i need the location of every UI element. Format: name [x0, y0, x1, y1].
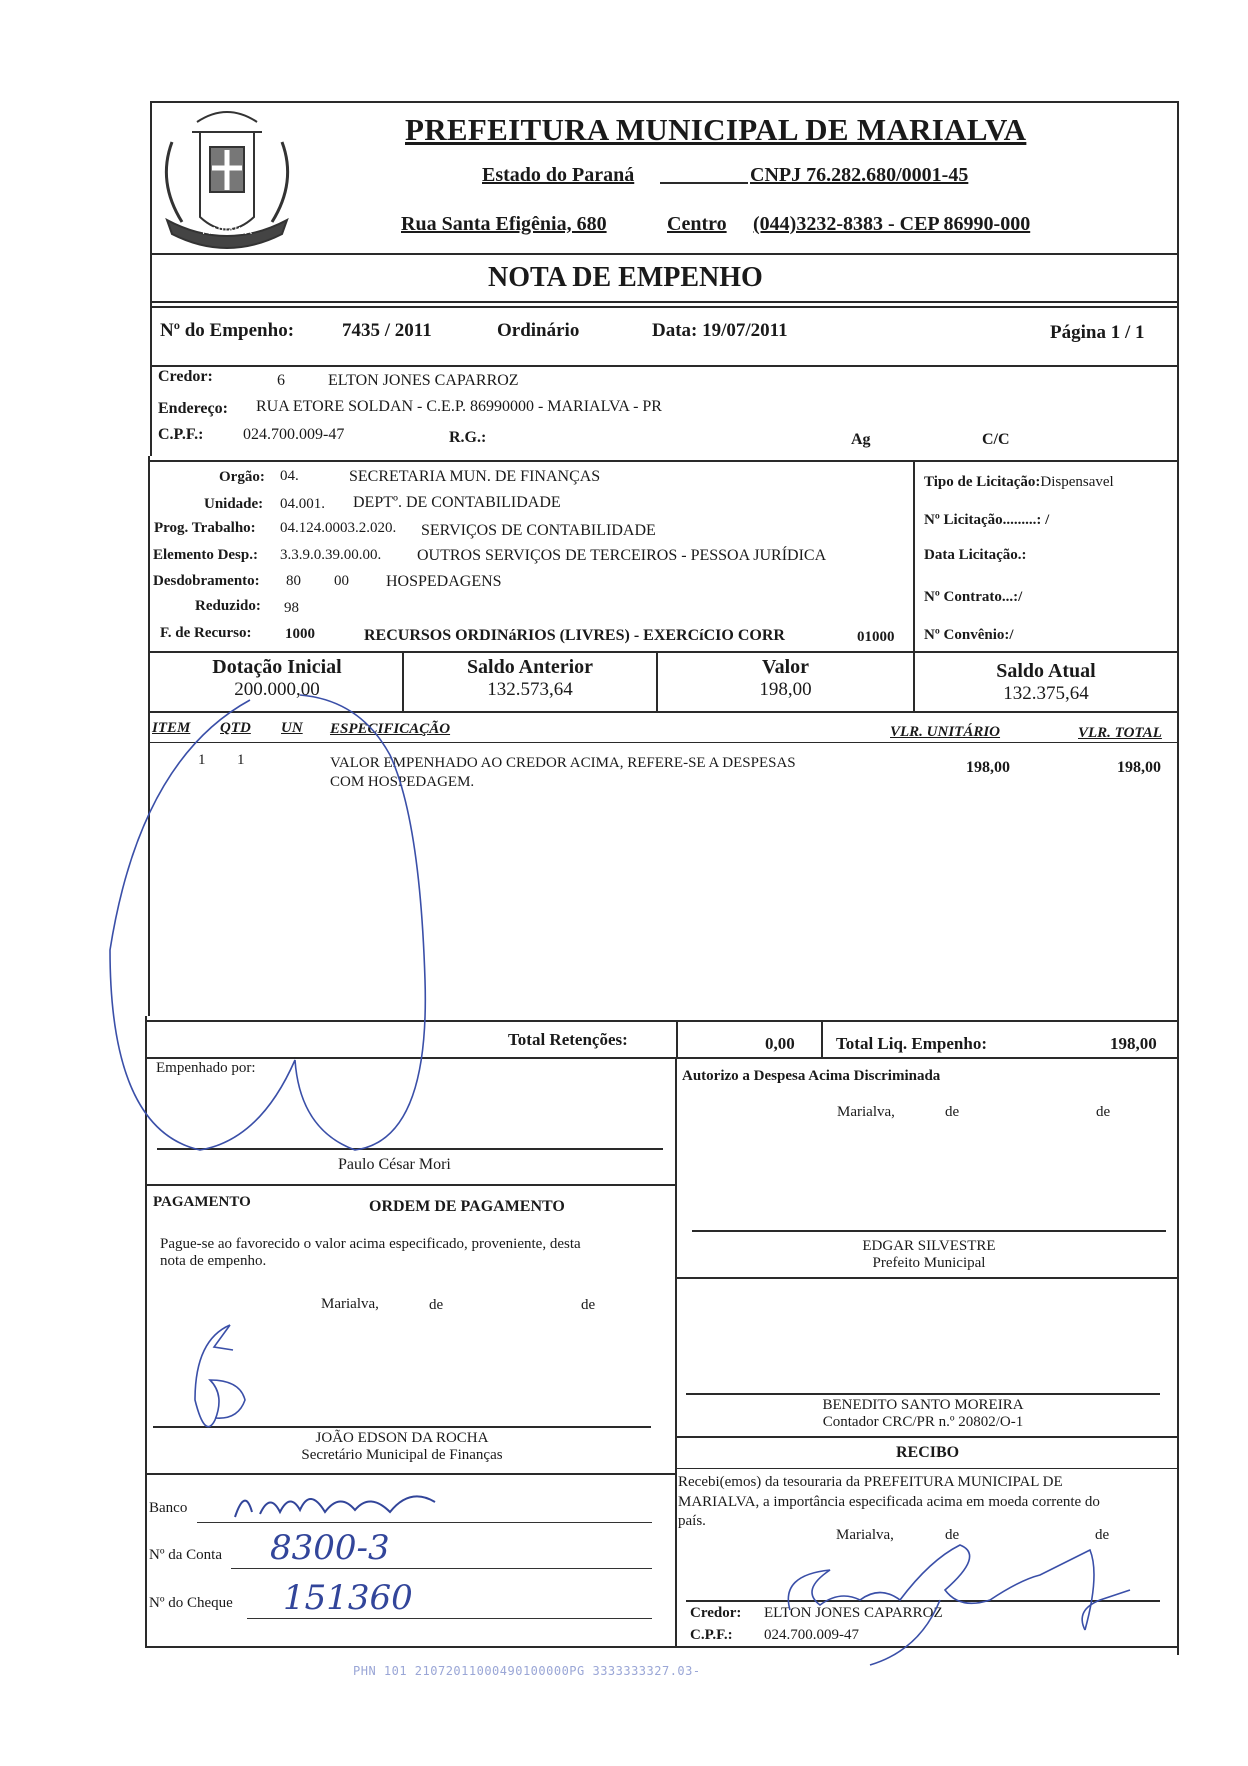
- reduzido-value: 98: [284, 600, 299, 616]
- convenio-label: Nº Convênio:/: [924, 627, 1014, 643]
- licitacao-number-label: Nº Licitação.........: /: [924, 512, 1050, 528]
- conta-label: Nº da Conta: [149, 1547, 222, 1563]
- credor-label: Credor:: [158, 368, 213, 385]
- recibo-city: Marialva,: [836, 1527, 894, 1543]
- prefeitura-title: PREFEITURA MUNICIPAL DE MARIALVA: [405, 112, 1027, 147]
- ordem-pagamento-title: ORDEM DE PAGAMENTO: [369, 1198, 565, 1215]
- account-label: C/C: [982, 431, 1010, 448]
- credor-code: 6: [277, 372, 285, 389]
- item-spec-line2: COM HOSPEDAGEM.: [330, 774, 475, 790]
- recibo-text-line1: Recebi(emos) da tesouraria da PREFEITURA MUNICIPAL DE: [678, 1474, 1063, 1490]
- retencoes-label: Total Retenções:: [508, 1030, 628, 1049]
- licitacao-type: Dispensavel: [1040, 474, 1114, 490]
- autorizo-de2: de: [1096, 1104, 1111, 1120]
- recibo-text-line2: MARIALVA, a importância especificada acima em moeda corrente do: [678, 1494, 1100, 1510]
- saldo-atual-value: 132.375,64: [1003, 683, 1089, 704]
- pagamento-city: Marialva,: [321, 1296, 379, 1312]
- empenhado-name: Paulo César Mori: [338, 1156, 451, 1173]
- licitacao-type-label: Tipo de Licitação:: [924, 474, 1041, 490]
- secretario-name: JOÃO EDSON DA ROCHA: [315, 1430, 489, 1446]
- saldo-anterior-value: 132.573,64: [487, 679, 573, 700]
- liq-empenho-value: 198,00: [1110, 1034, 1157, 1053]
- banco-label: Banco: [149, 1500, 188, 1516]
- recurso-code2: 01000: [857, 629, 895, 645]
- unidade-name: DEPTº. DE CONTABILIDADE: [353, 494, 561, 511]
- cheque-label: Nº do Cheque: [149, 1595, 233, 1611]
- street-address: Rua Santa Efigênia, 680: [401, 213, 607, 235]
- liq-empenho-label: Total Liq. Empenho:: [836, 1034, 987, 1053]
- secretario-role: Secretário Municipal de Finanças: [301, 1447, 503, 1463]
- autorizo-de1: de: [945, 1104, 960, 1120]
- contador-name: BENEDITO SANTO MOREIRA: [822, 1397, 1024, 1413]
- recibo-cpf-label: C.P.F.:: [690, 1627, 733, 1643]
- recurso-code: 1000: [285, 626, 315, 642]
- desdobramento-code1: 80: [286, 573, 301, 589]
- empenhado-label: Empenhado por:: [156, 1060, 256, 1076]
- phone-cep: (044)3232-8383 - CEP 86990-000: [753, 213, 1031, 235]
- contrato-label: Nº Contrato...:/: [924, 589, 1023, 605]
- recibo-cpf: 024.700.009-47: [764, 1627, 859, 1643]
- orgao-name: SECRETARIA MUN. DE FINANÇAS: [349, 468, 601, 485]
- empenho-number-label: Nº do Empenho:: [160, 320, 295, 341]
- autorizo-title: Autorizo a Despesa Acima Discriminada: [682, 1068, 941, 1084]
- agency-label: Ag: [851, 431, 871, 448]
- elemento-label: Elemento Desp.:: [153, 547, 258, 563]
- prefeito-role: Prefeito Municipal: [872, 1255, 986, 1271]
- pagamento-de2: de: [581, 1297, 596, 1313]
- recibo-credor-label: Credor:: [690, 1605, 742, 1621]
- item-qtd: 1: [237, 752, 245, 768]
- desdobramento-label: Desdobramento:: [153, 573, 260, 589]
- recibo-de1: de: [945, 1527, 960, 1543]
- prog-label: Prog. Trabalho:: [154, 520, 256, 536]
- retencoes-value: 0,00: [765, 1034, 795, 1053]
- empenho-date: Data: 19/07/2011: [652, 320, 788, 341]
- cheque-value: 151360: [283, 1578, 413, 1618]
- recurso-label: F. de Recurso:: [160, 625, 252, 641]
- pagamento-label: PAGAMENTO: [153, 1194, 251, 1210]
- prog-name: SERVIÇOS DE CONTABILIDADE: [421, 522, 656, 539]
- col-un: UN: [281, 720, 303, 736]
- col-vlr-total: VLR. TOTAL: [1078, 725, 1162, 741]
- pagamento-text-line2: nota de empenho.: [160, 1253, 267, 1269]
- credor-address: RUA ETORE SOLDAN - C.E.P. 86990000 - MARIALVA - PR: [256, 398, 662, 415]
- cpf-label: C.P.F.:: [158, 426, 204, 443]
- saldo-anterior-label: Saldo Anterior: [466, 656, 594, 678]
- item-vlr-unit: 198,00: [966, 759, 1010, 776]
- item-number: 1: [198, 752, 206, 768]
- item-spec-line1: VALOR EMPENHADO AO CREDOR ACIMA, REFERE-SE A DESPESAS: [330, 755, 796, 771]
- seal-text: MARIALVA: [202, 226, 252, 237]
- state-name: Estado do Paraná: [482, 164, 635, 186]
- col-qtd: QTD: [220, 720, 251, 736]
- col-item: ITEM: [152, 720, 191, 736]
- orgao-code: 04.: [280, 468, 299, 484]
- page-number: Página 1 / 1: [1050, 322, 1145, 343]
- col-vlr-unit: VLR. UNITÁRIO: [890, 724, 1001, 740]
- elemento-name: OUTROS SERVIÇOS DE TERCEIROS - PESSOA JURÍDICA: [417, 547, 827, 564]
- address-label: Endereço:: [158, 400, 228, 417]
- document-title: NOTA DE EMPENHO: [488, 262, 763, 293]
- valor-label: Valor: [761, 656, 810, 678]
- dotacao-label: Dotação Inicial: [212, 656, 342, 678]
- rg-label: R.G.:: [449, 429, 487, 446]
- unidade-label: Unidade:: [204, 496, 264, 512]
- recibo-credor-name: ELTON JONES CAPARROZ: [764, 1605, 943, 1621]
- pagamento-text-line1: Pague-se ao favorecido o valor acima especificado, proveniente, desta: [160, 1236, 581, 1252]
- valor-value: 198,00: [759, 679, 812, 700]
- district: Centro: [667, 213, 727, 235]
- desdobramento-name: HOSPEDAGENS: [386, 573, 502, 590]
- dotacao-value: 200.000,00: [234, 679, 320, 700]
- unidade-code: 04.001.: [280, 496, 325, 512]
- item-vlr-total: 198,00: [1117, 759, 1161, 776]
- empenho-number: 7435 / 2011: [342, 320, 432, 341]
- credor-name: ELTON JONES CAPARROZ: [328, 372, 519, 389]
- recibo-title: RECIBO: [896, 1444, 960, 1461]
- reduzido-label: Reduzido:: [195, 598, 261, 614]
- footer-stamp: PHN 101 21072011000490100000PG 3333333327.03-: [353, 1664, 701, 1678]
- recibo-de2: de: [1095, 1527, 1110, 1543]
- elemento-code: 3.3.9.0.39.00.00.: [280, 547, 382, 563]
- desdobramento-code2: 00: [334, 573, 349, 589]
- cnpj: CNPJ 76.282.680/0001-45: [750, 164, 969, 186]
- prog-code: 04.124.0003.2.020.: [280, 520, 397, 536]
- recurso-name: RECURSOS ORDINáRIOS (LIVRES) - EXERCíCIO CORR: [364, 627, 785, 644]
- autorizo-city: Marialva,: [837, 1104, 895, 1120]
- conta-value: 8300-3: [270, 1528, 390, 1568]
- credor-cpf: 024.700.009-47: [243, 426, 345, 443]
- saldo-atual-label: Saldo Atual: [996, 660, 1096, 682]
- licitacao-date-label: Data Licitação.:: [924, 547, 1027, 563]
- prefeito-name: EDGAR SILVESTRE: [862, 1238, 996, 1254]
- recibo-text-line3: país.: [678, 1513, 706, 1529]
- col-spec: ESPECIFICAÇÃO: [330, 721, 451, 737]
- contador-role: Contador CRC/PR n.º 20802/O-1: [822, 1414, 1024, 1430]
- orgao-label: Orgão:: [219, 469, 265, 485]
- empenho-type: Ordinário: [497, 320, 580, 341]
- pagamento-de1: de: [429, 1297, 444, 1313]
